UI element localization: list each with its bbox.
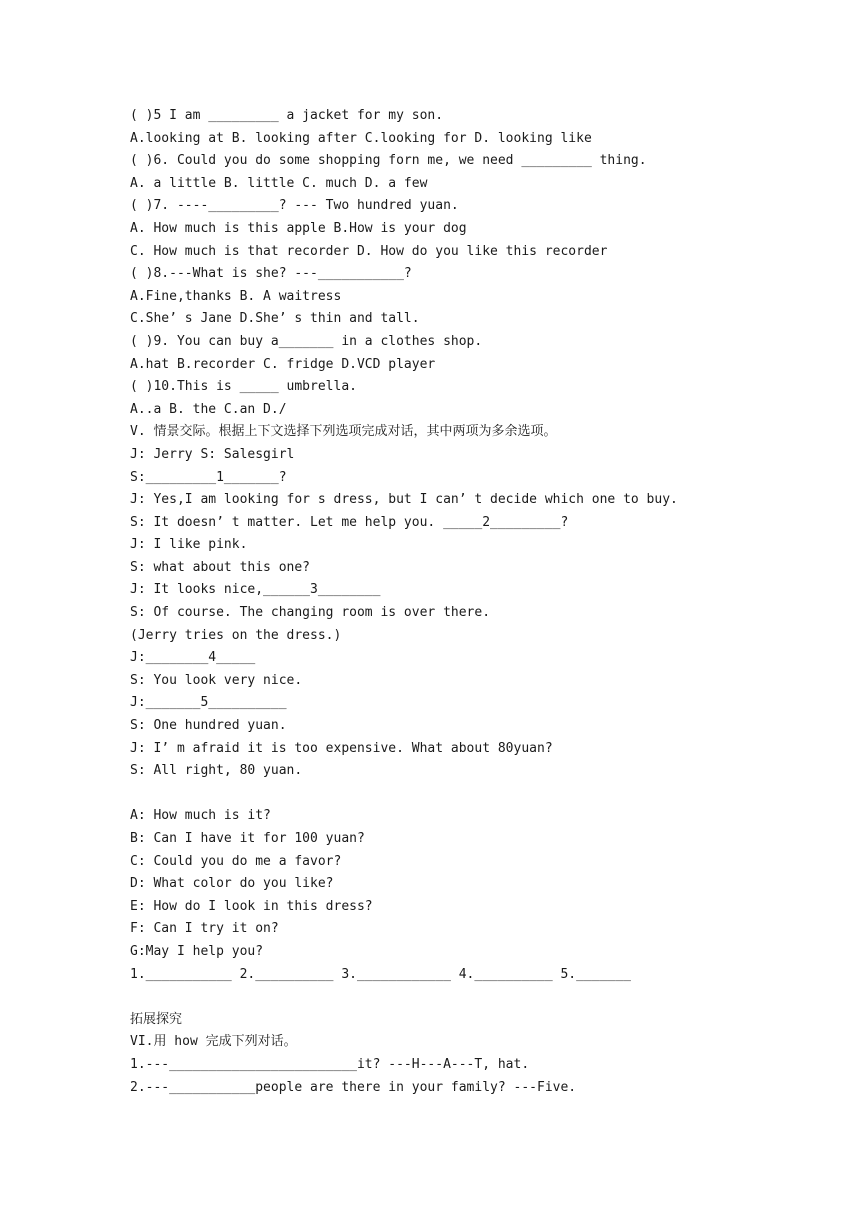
dialogue-line: S: All right, 80 yuan.	[130, 763, 303, 779]
choice-g: G:May I help you?	[130, 943, 264, 959]
dialogue-line: J: I like pink.	[130, 537, 248, 553]
dialogue-roles: J: Jerry S: Salesgirl	[130, 446, 295, 462]
question-7-options-ab: A. How much is this apple B.How is your dog	[130, 220, 467, 236]
dialogue-line: S: what about this one?	[130, 559, 311, 575]
blank-line	[130, 783, 830, 806]
choice-d: D: What color do you like?	[130, 876, 334, 892]
document-page	[130, 105, 830, 1099]
question-10-options: A..a B. the C.an D./	[130, 401, 287, 417]
dialogue-line: S: One hundred yuan.	[130, 718, 287, 734]
question-5-options: A.looking at B. looking after C.looking for D. looking like	[130, 130, 592, 146]
choice-e: E: How do I look in this dress?	[130, 898, 373, 914]
section-vi-heading: VI.用 how 完成下列对话。	[130, 1034, 297, 1050]
question-7-options-cd: C. How much is that recorder D. How do you like this recorder	[130, 243, 608, 259]
stage-direction: (Jerry tries on the dress.)	[130, 627, 342, 643]
dialogue-line: J: Yes,I am looking for s dress, but I can’ t decide which one to buy.	[130, 492, 678, 508]
dialogue-line: S: You look very nice.	[130, 672, 303, 688]
dialogue-line: S: It doesn’ t matter. Let me help you. _____2_________?	[130, 514, 569, 530]
question-10: ( )10.This is _____ umbrella.	[130, 379, 357, 395]
dialogue-line: J: I’ m afraid it is too expensive. What about 80yuan?	[130, 740, 553, 756]
section-v-heading: V. 情景交际。根据上下文选择下列选项完成对话，其中两项为多余选项。	[130, 424, 557, 440]
question-8-options-ab: A.Fine,thanks B. A waitress	[130, 288, 342, 304]
question-5: ( )5 I am _________ a jacket for my son.	[130, 108, 444, 123]
dialogue-line: S: Of course. The changing room is over there.	[130, 605, 491, 621]
choice-f: F: Can I try it on?	[130, 921, 279, 937]
blank-line	[130, 986, 830, 1009]
choice-c: C: Could you do me a favor?	[130, 853, 342, 869]
section-extension-heading: 拓展探究	[130, 1011, 183, 1027]
question-6-options: A. a little B. little C. much D. a few	[130, 175, 428, 191]
dialogue-line: J:_______5__________	[130, 695, 287, 711]
answer-blanks: 1.___________ 2.__________ 3.____________ 4.__________ 5._______	[130, 966, 631, 982]
question-6: ( )6. Could you do some shopping forn me, we need _________ thing.	[130, 153, 647, 169]
dialogue-line: S:_________1_______?	[130, 469, 287, 485]
choice-a: A: How much is it?	[130, 808, 271, 824]
vi-question-1: 1.---________________________it? ---H---A---T, hat.	[130, 1056, 530, 1072]
dialogue-line: J:________4_____	[130, 650, 256, 666]
choice-b: B: Can I have it for 100 yuan?	[130, 831, 365, 846]
question-7: ( )7. ----_________? --- Two hundred yuan.	[130, 198, 459, 214]
question-8: ( )8.---What is she? ---___________?	[130, 266, 412, 282]
dialogue-line: J: It looks nice,______3________	[130, 582, 381, 598]
question-9: ( )9. You can buy a_______ in a clothes shop.	[130, 333, 483, 349]
question-9-options: A.hat B.recorder C. fridge D.VCD player	[130, 356, 436, 372]
vi-question-2: 2.---___________people are there in your family? ---Five.	[130, 1079, 577, 1095]
question-8-options-cd: C.She’ s Jane D.She’ s thin and tall.	[130, 311, 420, 327]
